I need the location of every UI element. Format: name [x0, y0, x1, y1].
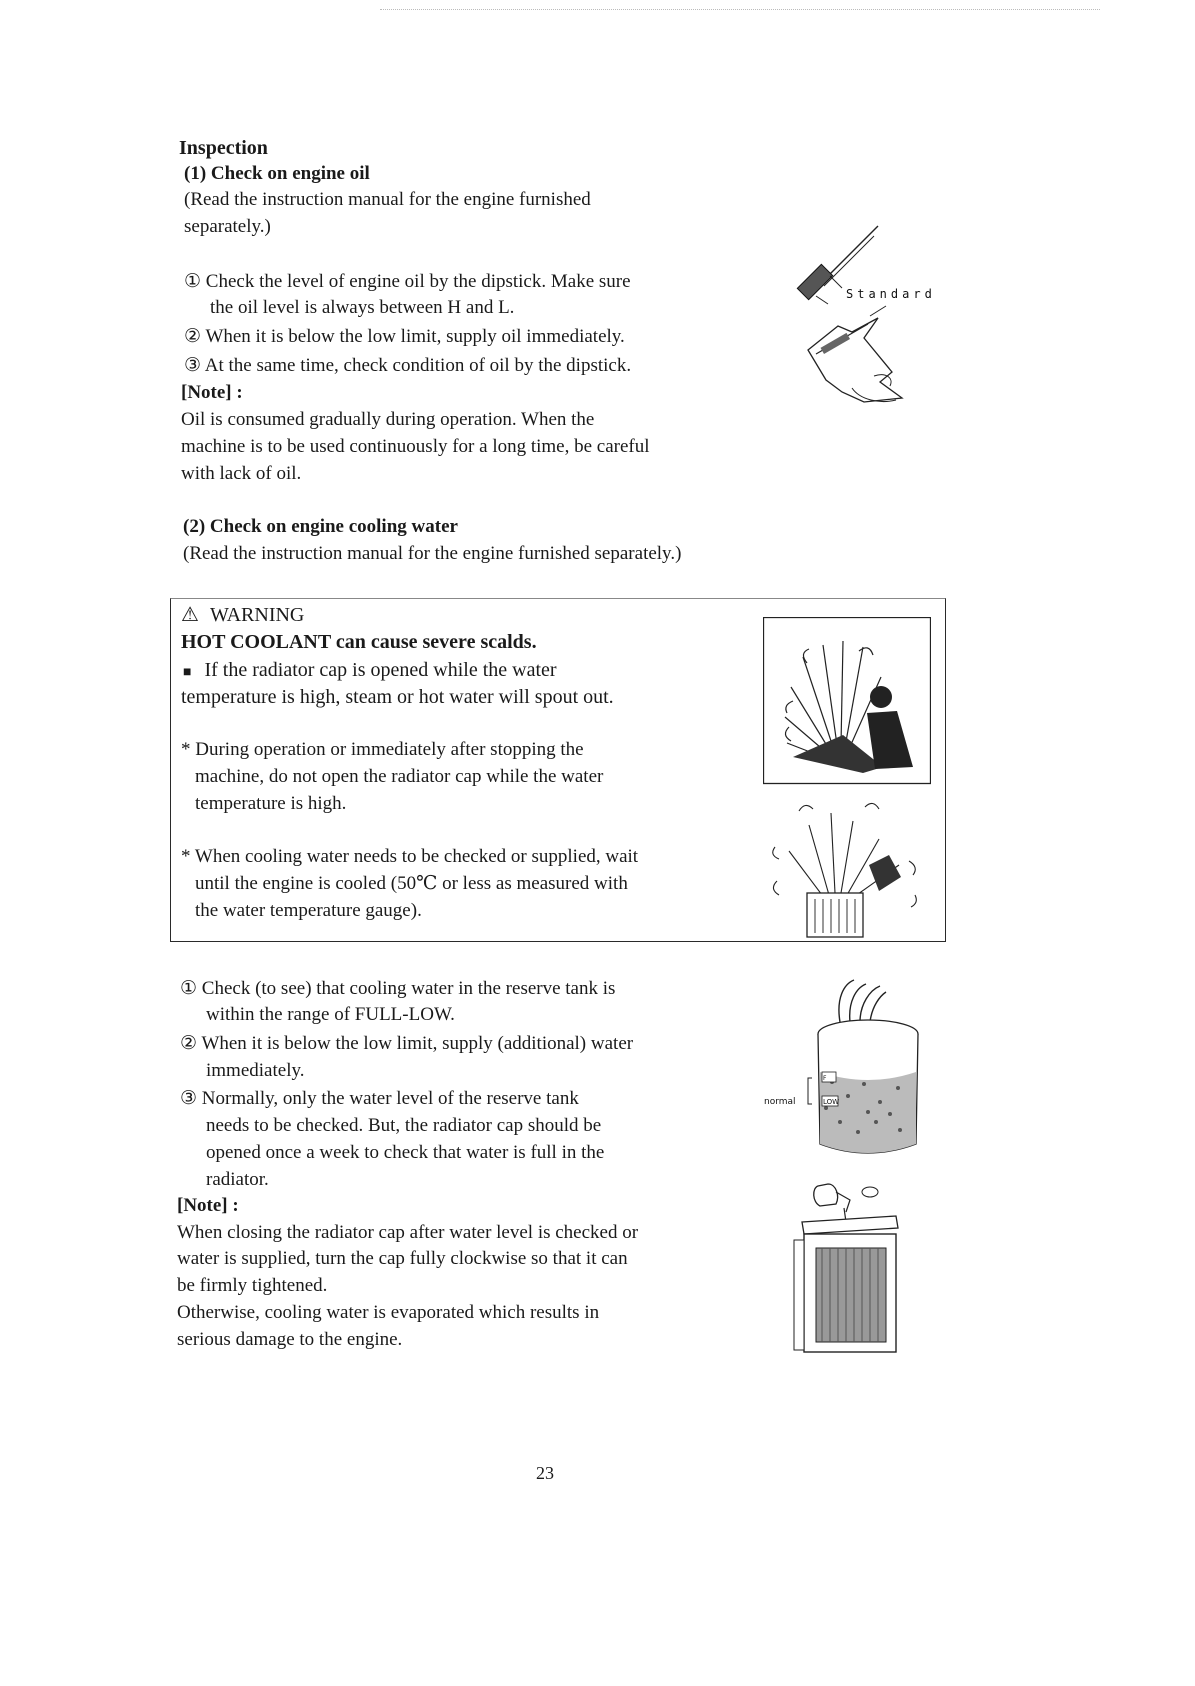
oil-note-line: with lack of oil.: [181, 463, 302, 484]
radiator-steam-pictogram: [769, 795, 929, 939]
reserve-step-2-cont: immediately.: [206, 1060, 305, 1081]
scan-edge-dots: [380, 9, 1100, 10]
tank-full-mark: F: [823, 1075, 827, 1082]
oil-intro-line: (Read the instruction manual for the engine furnished: [184, 189, 591, 210]
reserve-step-3-cont: radiator.: [206, 1169, 269, 1190]
warning-caution-line: * When cooling water needs to be checked or supplied, wait: [181, 846, 639, 867]
reserve-note-label: [Note] :: [177, 1195, 239, 1216]
section-title: Inspection: [179, 137, 268, 159]
reserve-note-line: be firmly tightened.: [177, 1275, 328, 1296]
oil-step-3: ③ At the same time, check condition of oil by the dipstick.: [184, 355, 632, 376]
warning-caution-line: * During operation or immediately after stopping the: [181, 739, 584, 760]
oil-intro-line: separately.): [184, 216, 271, 237]
coolant-heading: (2) Check on engine cooling water: [183, 516, 458, 537]
oil-note-label: [Note] :: [181, 382, 243, 403]
reserve-step-3: ③ Normally, only the water level of the reserve tank: [180, 1088, 579, 1109]
warning-title-row: [181, 602, 304, 629]
oil-step-1: ① Check the level of engine oil by the dipstick. Make sure: [184, 271, 631, 292]
warning-box: [170, 598, 946, 942]
warning-caution-line: until the engine is cooled (50℃ or less as measured with: [195, 873, 628, 894]
oil-note-line: machine is to be used continuously for a long time, be careful: [181, 436, 650, 457]
page-number: 23: [536, 1463, 554, 1483]
warning-caution-line: the water temperature gauge).: [195, 900, 422, 921]
bullet-square-icon: ■: [183, 665, 192, 680]
warning-line: temperature is high, steam or hot water will spout out.: [181, 686, 614, 708]
coolant-intro: (Read the instruction manual for the engine furnished separately.): [183, 543, 682, 564]
oil-heading: (1) Check on engine oil: [184, 163, 370, 184]
radiator-fill-illustration: [784, 1178, 914, 1364]
reserve-note-line: Otherwise, cooling water is evaporated which results in: [177, 1302, 600, 1323]
warning-line: ■ If the radiator cap is opened while the water: [183, 659, 557, 681]
warning-triangle-icon: ⚠: [181, 604, 199, 626]
reserve-step-1-cont: within the range of FULL-LOW.: [206, 1004, 455, 1025]
warning-headline: HOT COOLANT can cause severe scalds.: [181, 631, 537, 653]
reserve-step-3-cont: opened once a week to check that water is full in the: [206, 1142, 605, 1163]
warning-caution-line: temperature is high.: [195, 793, 347, 814]
tank-normal-label: normal: [764, 1097, 796, 1107]
oil-step-1-cont: the oil level is always between H and L.: [210, 297, 515, 318]
reserve-step-3-cont: needs to be checked. But, the radiator cap should be: [206, 1115, 602, 1136]
reserve-step-2: ② When it is below the low limit, supply (additional) water: [180, 1033, 634, 1054]
reserve-note-line: serious damage to the engine.: [177, 1329, 403, 1350]
dipstick-standard-label: Standard: [846, 287, 936, 301]
oil-note-line: Oil is consumed gradually during operation. When the: [181, 409, 595, 430]
reserve-tank-illustration: [760, 972, 930, 1172]
reserve-step-1: ① Check (to see) that cooling water in the reserve tank is: [180, 978, 616, 999]
reserve-note-line: water is supplied, turn the cap fully clockwise so that it can: [177, 1248, 628, 1269]
scald-warning-pictogram: [763, 617, 931, 785]
warning-title: WARNING: [209, 604, 305, 626]
reserve-note-line: When closing the radiator cap after water level is checked or: [177, 1222, 639, 1243]
warning-caution-line: machine, do not open the radiator cap while the water: [195, 766, 604, 787]
dipstick-illustration: [790, 222, 960, 422]
oil-step-2: ② When it is below the low limit, supply oil immediately.: [184, 326, 625, 347]
tank-low-label: LOW: [823, 1098, 840, 1106]
